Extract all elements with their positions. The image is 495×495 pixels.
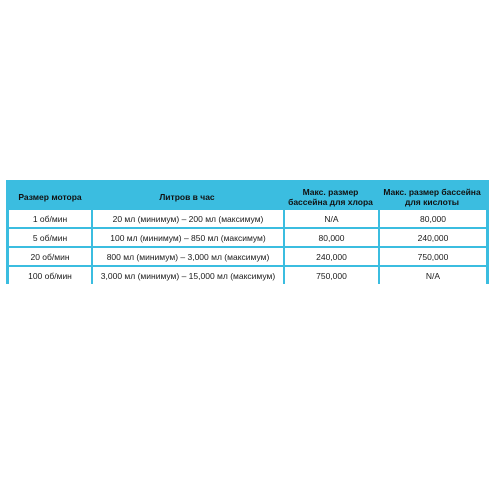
table-header-row [9, 183, 486, 210]
header-max-pool-acid: Макс. размер бассейна для кислоты [378, 183, 486, 210]
table-row [9, 246, 486, 265]
cell-max-pool-chlorine: 240,000 [283, 246, 378, 265]
table-row [9, 227, 486, 246]
table-row [9, 265, 486, 284]
header-liters-per-hour: Литров в час [91, 183, 283, 210]
cell-liters-per-hour: 20 мл (минимум) – 200 мл (максимум) [91, 210, 283, 227]
spec-table [9, 183, 486, 284]
cell-motor-size: 1 об/мин [9, 210, 91, 227]
cell-max-pool-acid: 240,000 [378, 227, 486, 246]
spec-table-frame [6, 180, 489, 284]
cell-max-pool-acid: N/A [378, 265, 486, 284]
cell-motor-size: 5 об/мин [9, 227, 91, 246]
cell-liters-per-hour: 3,000 мл (минимум) – 15,000 мл (максимум) [91, 265, 283, 284]
cell-max-pool-acid: 80,000 [378, 210, 486, 227]
cell-max-pool-chlorine: N/A [283, 210, 378, 227]
cell-liters-per-hour: 100 мл (минимум) – 850 мл (максимум) [91, 227, 283, 246]
cell-max-pool-acid: 750,000 [378, 246, 486, 265]
header-motor-size: Размер мотора [9, 183, 91, 210]
table-row [9, 210, 486, 227]
cell-liters-per-hour: 800 мл (минимум) – 3,000 мл (максимум) [91, 246, 283, 265]
cell-motor-size: 20 об/мин [9, 246, 91, 265]
cell-max-pool-chlorine: 750,000 [283, 265, 378, 284]
cell-max-pool-chlorine: 80,000 [283, 227, 378, 246]
cell-motor-size: 100 об/мин [9, 265, 91, 284]
header-max-pool-chlorine: Макс. размер бассейна для хлора [283, 183, 378, 210]
